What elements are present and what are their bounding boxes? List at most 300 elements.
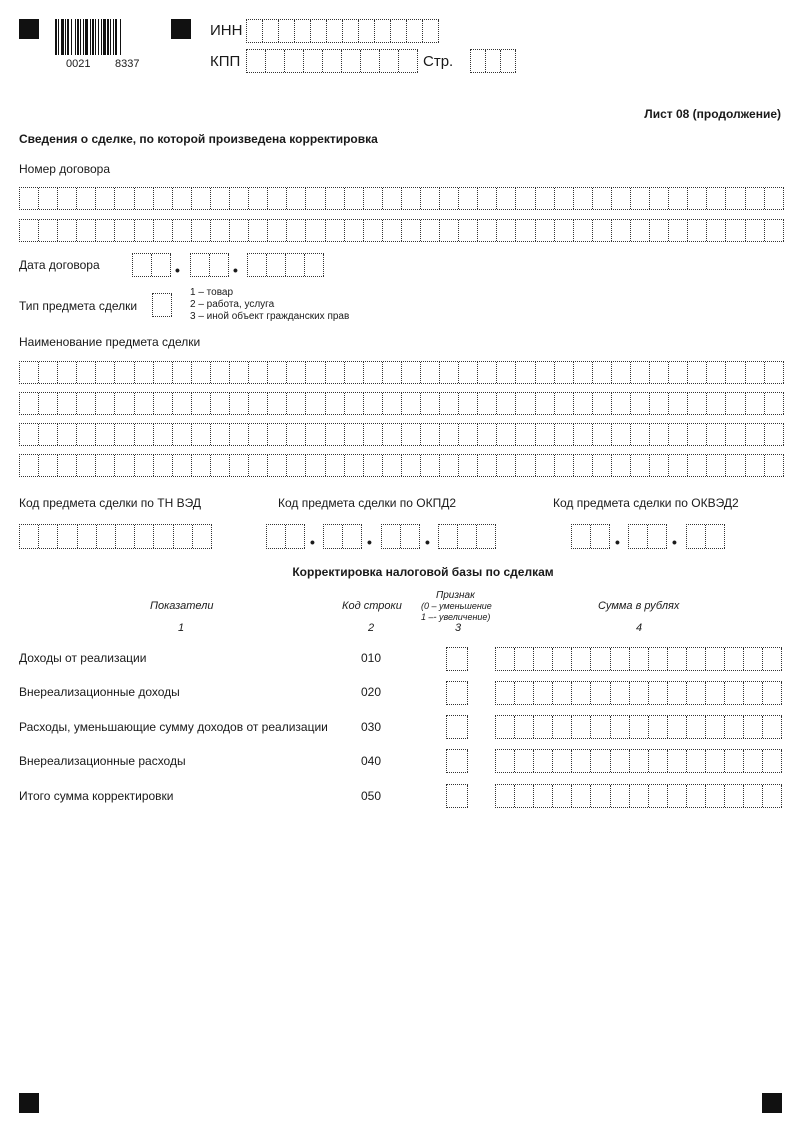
input-cell[interactable] — [345, 455, 364, 476]
input-cell[interactable] — [364, 362, 383, 383]
input-cell[interactable] — [326, 393, 345, 414]
inn-field[interactable] — [246, 19, 439, 43]
input-cell[interactable] — [326, 455, 345, 476]
input-cell[interactable] — [440, 393, 459, 414]
input-cell[interactable] — [591, 750, 610, 772]
input-cell[interactable] — [516, 220, 535, 241]
input-cell[interactable] — [382, 525, 401, 548]
input-cell[interactable] — [515, 682, 534, 704]
input-cell[interactable] — [707, 188, 726, 209]
input-cell[interactable] — [191, 254, 210, 276]
input-cell[interactable] — [534, 682, 553, 704]
input-cell[interactable] — [77, 393, 96, 414]
input-cell[interactable] — [268, 220, 287, 241]
input-cell[interactable] — [286, 254, 305, 276]
input-cell[interactable] — [497, 393, 516, 414]
input-cell[interactable] — [306, 455, 325, 476]
input-cell[interactable] — [173, 188, 192, 209]
input-cell[interactable] — [687, 648, 706, 670]
input-cell[interactable] — [687, 525, 706, 548]
input-cell[interactable] — [154, 393, 173, 414]
input-cell[interactable] — [135, 220, 154, 241]
input-cell[interactable] — [726, 455, 745, 476]
input-cell[interactable] — [230, 362, 249, 383]
input-cell[interactable] — [447, 716, 468, 738]
input-cell[interactable] — [688, 220, 707, 241]
input-cell[interactable] — [668, 682, 687, 704]
input-cell[interactable] — [459, 455, 478, 476]
input-cell[interactable] — [211, 455, 230, 476]
input-cell[interactable] — [345, 393, 364, 414]
input-cell[interactable] — [306, 188, 325, 209]
input-cell[interactable] — [154, 525, 173, 548]
input-cell[interactable] — [58, 362, 77, 383]
input-cell[interactable] — [746, 393, 765, 414]
input-cell[interactable] — [345, 424, 364, 445]
input-cell[interactable] — [192, 455, 211, 476]
input-cell[interactable] — [478, 362, 497, 383]
input-cell[interactable] — [115, 455, 134, 476]
input-cell[interactable] — [135, 362, 154, 383]
input-cell[interactable] — [459, 362, 478, 383]
input-cell[interactable] — [20, 188, 39, 209]
input-cell[interactable] — [342, 50, 361, 72]
input-cell[interactable] — [516, 188, 535, 209]
input-cell[interactable] — [765, 362, 784, 383]
code-okved2-part-3[interactable] — [686, 524, 725, 549]
input-cell[interactable] — [572, 682, 591, 704]
input-cell[interactable] — [574, 362, 593, 383]
input-cell[interactable] — [266, 50, 285, 72]
input-cell[interactable] — [574, 424, 593, 445]
input-cell[interactable] — [725, 682, 744, 704]
input-cell[interactable] — [447, 648, 468, 670]
input-cell[interactable] — [77, 220, 96, 241]
input-cell[interactable] — [249, 393, 268, 414]
input-cell[interactable] — [39, 424, 58, 445]
row-amount-050[interactable] — [495, 784, 782, 808]
input-cell[interactable] — [364, 220, 383, 241]
input-cell[interactable] — [496, 682, 515, 704]
input-cell[interactable] — [20, 393, 39, 414]
input-cell[interactable] — [631, 393, 650, 414]
input-cell[interactable] — [323, 50, 342, 72]
input-cell[interactable] — [383, 220, 402, 241]
input-cell[interactable] — [572, 716, 591, 738]
input-cell[interactable] — [611, 682, 630, 704]
input-cell[interactable] — [669, 424, 688, 445]
input-cell[interactable] — [496, 648, 515, 670]
input-cell[interactable] — [287, 424, 306, 445]
input-cell[interactable] — [631, 455, 650, 476]
input-cell[interactable] — [478, 424, 497, 445]
input-cell[interactable] — [630, 750, 649, 772]
input-cell[interactable] — [96, 393, 115, 414]
contract-date-day[interactable] — [132, 253, 171, 277]
input-cell[interactable] — [58, 455, 77, 476]
code-tnved-field[interactable] — [19, 524, 212, 549]
input-cell[interactable] — [478, 393, 497, 414]
input-cell[interactable] — [536, 424, 555, 445]
input-cell[interactable] — [763, 750, 782, 772]
input-cell[interactable] — [459, 393, 478, 414]
input-cell[interactable] — [612, 188, 631, 209]
input-cell[interactable] — [133, 254, 152, 276]
input-cell[interactable] — [173, 362, 192, 383]
input-cell[interactable] — [591, 785, 610, 807]
input-cell[interactable] — [20, 362, 39, 383]
input-cell[interactable] — [173, 424, 192, 445]
input-cell[interactable] — [553, 648, 572, 670]
input-cell[interactable] — [343, 20, 359, 42]
input-cell[interactable] — [631, 188, 650, 209]
row-sign-010[interactable] — [446, 647, 468, 671]
input-cell[interactable] — [744, 682, 763, 704]
input-cell[interactable] — [744, 750, 763, 772]
input-cell[interactable] — [135, 188, 154, 209]
subject-name-row-1[interactable] — [19, 361, 784, 384]
input-cell[interactable] — [631, 362, 650, 383]
input-cell[interactable] — [58, 424, 77, 445]
input-cell[interactable] — [211, 424, 230, 445]
input-cell[interactable] — [407, 20, 423, 42]
input-cell[interactable] — [192, 188, 211, 209]
input-cell[interactable] — [211, 188, 230, 209]
input-cell[interactable] — [115, 220, 134, 241]
row-amount-040[interactable] — [495, 749, 782, 773]
input-cell[interactable] — [364, 393, 383, 414]
input-cell[interactable] — [96, 220, 115, 241]
input-cell[interactable] — [287, 393, 306, 414]
input-cell[interactable] — [650, 220, 669, 241]
input-cell[interactable] — [263, 20, 279, 42]
input-cell[interactable] — [154, 362, 173, 383]
input-cell[interactable] — [534, 716, 553, 738]
input-cell[interactable] — [726, 188, 745, 209]
input-cell[interactable] — [707, 393, 726, 414]
input-cell[interactable] — [631, 424, 650, 445]
input-cell[interactable] — [192, 393, 211, 414]
input-cell[interactable] — [135, 455, 154, 476]
input-cell[interactable] — [707, 220, 726, 241]
input-cell[interactable] — [268, 188, 287, 209]
input-cell[interactable] — [230, 188, 249, 209]
input-cell[interactable] — [555, 393, 574, 414]
input-cell[interactable] — [447, 750, 468, 772]
input-cell[interactable] — [421, 393, 440, 414]
input-cell[interactable] — [630, 785, 649, 807]
input-cell[interactable] — [173, 455, 192, 476]
kpp-field[interactable] — [246, 49, 418, 73]
input-cell[interactable] — [650, 455, 669, 476]
input-cell[interactable] — [763, 785, 782, 807]
input-cell[interactable] — [77, 362, 96, 383]
input-cell[interactable] — [688, 362, 707, 383]
input-cell[interactable] — [555, 424, 574, 445]
page-number-field[interactable] — [470, 49, 516, 73]
input-cell[interactable] — [574, 455, 593, 476]
input-cell[interactable] — [135, 525, 154, 548]
input-cell[interactable] — [249, 424, 268, 445]
input-cell[interactable] — [496, 785, 515, 807]
input-cell[interactable] — [668, 648, 687, 670]
input-cell[interactable] — [516, 362, 535, 383]
input-cell[interactable] — [77, 424, 96, 445]
code-okpd2-part-2[interactable] — [323, 524, 362, 549]
input-cell[interactable] — [193, 525, 212, 548]
input-cell[interactable] — [174, 525, 193, 548]
input-cell[interactable] — [688, 188, 707, 209]
input-cell[interactable] — [611, 648, 630, 670]
input-cell[interactable] — [96, 362, 115, 383]
input-cell[interactable] — [669, 220, 688, 241]
input-cell[interactable] — [115, 362, 134, 383]
input-cell[interactable] — [630, 648, 649, 670]
input-cell[interactable] — [763, 716, 782, 738]
input-cell[interactable] — [459, 220, 478, 241]
input-cell[interactable] — [383, 188, 402, 209]
input-cell[interactable] — [96, 188, 115, 209]
code-okved2-part-1[interactable] — [571, 524, 610, 549]
input-cell[interactable] — [447, 682, 468, 704]
input-cell[interactable] — [515, 716, 534, 738]
input-cell[interactable] — [765, 188, 784, 209]
input-cell[interactable] — [707, 455, 726, 476]
input-cell[interactable] — [402, 220, 421, 241]
input-cell[interactable] — [115, 188, 134, 209]
input-cell[interactable] — [39, 393, 58, 414]
input-cell[interactable] — [725, 648, 744, 670]
input-cell[interactable] — [268, 393, 287, 414]
input-cell[interactable] — [135, 424, 154, 445]
input-cell[interactable] — [311, 20, 327, 42]
input-cell[interactable] — [706, 648, 725, 670]
input-cell[interactable] — [706, 525, 725, 548]
input-cell[interactable] — [612, 393, 631, 414]
input-cell[interactable] — [97, 525, 116, 548]
input-cell[interactable] — [497, 220, 516, 241]
input-cell[interactable] — [593, 455, 612, 476]
code-okpd2-part-4[interactable] — [438, 524, 496, 549]
input-cell[interactable] — [402, 455, 421, 476]
input-cell[interactable] — [478, 188, 497, 209]
row-sign-020[interactable] — [446, 681, 468, 705]
code-okpd2-part-1[interactable] — [266, 524, 305, 549]
input-cell[interactable] — [612, 362, 631, 383]
input-cell[interactable] — [361, 50, 380, 72]
input-cell[interactable] — [39, 188, 58, 209]
input-cell[interactable] — [515, 785, 534, 807]
input-cell[interactable] — [763, 648, 782, 670]
input-cell[interactable] — [612, 424, 631, 445]
input-cell[interactable] — [668, 750, 687, 772]
input-cell[interactable] — [572, 785, 591, 807]
input-cell[interactable] — [515, 750, 534, 772]
input-cell[interactable] — [440, 362, 459, 383]
input-cell[interactable] — [574, 220, 593, 241]
input-cell[interactable] — [152, 254, 171, 276]
input-cell[interactable] — [649, 716, 668, 738]
input-cell[interactable] — [115, 393, 134, 414]
input-cell[interactable] — [77, 455, 96, 476]
input-cell[interactable] — [39, 220, 58, 241]
input-cell[interactable] — [687, 785, 706, 807]
input-cell[interactable] — [534, 750, 553, 772]
input-cell[interactable] — [536, 393, 555, 414]
input-cell[interactable] — [497, 188, 516, 209]
input-cell[interactable] — [295, 20, 311, 42]
input-cell[interactable] — [593, 220, 612, 241]
input-cell[interactable] — [439, 525, 458, 548]
input-cell[interactable] — [154, 424, 173, 445]
input-cell[interactable] — [555, 188, 574, 209]
code-okpd2-part-3[interactable] — [381, 524, 420, 549]
input-cell[interactable] — [516, 455, 535, 476]
input-cell[interactable] — [707, 424, 726, 445]
input-cell[interactable] — [611, 750, 630, 772]
input-cell[interactable] — [58, 393, 77, 414]
row-amount-030[interactable] — [495, 715, 782, 739]
input-cell[interactable] — [326, 220, 345, 241]
input-cell[interactable] — [650, 424, 669, 445]
input-cell[interactable] — [611, 785, 630, 807]
input-cell[interactable] — [286, 525, 305, 548]
input-cell[interactable] — [77, 188, 96, 209]
input-cell[interactable] — [726, 220, 745, 241]
input-cell[interactable] — [421, 362, 440, 383]
input-cell[interactable] — [304, 50, 323, 72]
input-cell[interactable] — [687, 682, 706, 704]
input-cell[interactable] — [287, 455, 306, 476]
input-cell[interactable] — [591, 716, 610, 738]
input-cell[interactable] — [192, 424, 211, 445]
input-cell[interactable] — [553, 682, 572, 704]
contract-number-row-2[interactable] — [19, 219, 784, 242]
input-cell[interactable] — [383, 455, 402, 476]
input-cell[interactable] — [669, 362, 688, 383]
input-cell[interactable] — [593, 393, 612, 414]
input-cell[interactable] — [553, 785, 572, 807]
input-cell[interactable] — [364, 455, 383, 476]
input-cell[interactable] — [669, 393, 688, 414]
row-sign-040[interactable] — [446, 749, 468, 773]
input-cell[interactable] — [440, 424, 459, 445]
input-cell[interactable] — [421, 424, 440, 445]
input-cell[interactable] — [153, 294, 172, 316]
code-okved2-part-2[interactable] — [628, 524, 667, 549]
input-cell[interactable] — [279, 20, 295, 42]
input-cell[interactable] — [440, 455, 459, 476]
input-cell[interactable] — [447, 785, 468, 807]
input-cell[interactable] — [497, 455, 516, 476]
input-cell[interactable] — [516, 424, 535, 445]
input-cell[interactable] — [402, 188, 421, 209]
input-cell[interactable] — [230, 424, 249, 445]
input-cell[interactable] — [534, 648, 553, 670]
input-cell[interactable] — [629, 525, 648, 548]
input-cell[interactable] — [726, 424, 745, 445]
input-cell[interactable] — [688, 424, 707, 445]
input-cell[interactable] — [305, 254, 324, 276]
input-cell[interactable] — [20, 424, 39, 445]
input-cell[interactable] — [648, 525, 667, 548]
input-cell[interactable] — [268, 455, 287, 476]
input-cell[interactable] — [383, 393, 402, 414]
input-cell[interactable] — [383, 362, 402, 383]
input-cell[interactable] — [249, 188, 268, 209]
input-cell[interactable] — [649, 648, 668, 670]
input-cell[interactable] — [135, 393, 154, 414]
input-cell[interactable] — [249, 455, 268, 476]
input-cell[interactable] — [765, 424, 784, 445]
input-cell[interactable] — [287, 220, 306, 241]
input-cell[interactable] — [39, 362, 58, 383]
input-cell[interactable] — [725, 785, 744, 807]
input-cell[interactable] — [78, 525, 97, 548]
input-cell[interactable] — [744, 648, 763, 670]
input-cell[interactable] — [459, 424, 478, 445]
input-cell[interactable] — [706, 682, 725, 704]
input-cell[interactable] — [230, 220, 249, 241]
input-cell[interactable] — [192, 220, 211, 241]
input-cell[interactable] — [39, 525, 58, 548]
input-cell[interactable] — [612, 455, 631, 476]
input-cell[interactable] — [593, 362, 612, 383]
input-cell[interactable] — [306, 362, 325, 383]
input-cell[interactable] — [248, 254, 267, 276]
input-cell[interactable] — [650, 362, 669, 383]
input-cell[interactable] — [96, 424, 115, 445]
input-cell[interactable] — [268, 362, 287, 383]
input-cell[interactable] — [58, 188, 77, 209]
input-cell[interactable] — [154, 220, 173, 241]
input-cell[interactable] — [687, 716, 706, 738]
input-cell[interactable] — [459, 188, 478, 209]
input-cell[interactable] — [591, 525, 610, 548]
input-cell[interactable] — [287, 362, 306, 383]
input-cell[interactable] — [306, 220, 325, 241]
input-cell[interactable] — [591, 648, 610, 670]
subject-name-row-2[interactable] — [19, 392, 784, 415]
input-cell[interactable] — [478, 220, 497, 241]
input-cell[interactable] — [746, 188, 765, 209]
input-cell[interactable] — [423, 20, 439, 42]
input-cell[interactable] — [211, 362, 230, 383]
input-cell[interactable] — [247, 50, 266, 72]
input-cell[interactable] — [486, 50, 501, 72]
row-amount-010[interactable] — [495, 647, 782, 671]
input-cell[interactable] — [765, 455, 784, 476]
row-sign-030[interactable] — [446, 715, 468, 739]
input-cell[interactable] — [285, 50, 304, 72]
input-cell[interactable] — [192, 362, 211, 383]
input-cell[interactable] — [402, 393, 421, 414]
input-cell[interactable] — [401, 525, 420, 548]
input-cell[interactable] — [668, 785, 687, 807]
input-cell[interactable] — [707, 362, 726, 383]
input-cell[interactable] — [478, 455, 497, 476]
input-cell[interactable] — [375, 20, 391, 42]
input-cell[interactable] — [649, 682, 668, 704]
input-cell[interactable] — [650, 393, 669, 414]
input-cell[interactable] — [744, 716, 763, 738]
input-cell[interactable] — [359, 20, 375, 42]
input-cell[interactable] — [515, 648, 534, 670]
input-cell[interactable] — [421, 220, 440, 241]
input-cell[interactable] — [536, 455, 555, 476]
input-cell[interactable] — [391, 20, 407, 42]
row-sign-050[interactable] — [446, 784, 468, 808]
